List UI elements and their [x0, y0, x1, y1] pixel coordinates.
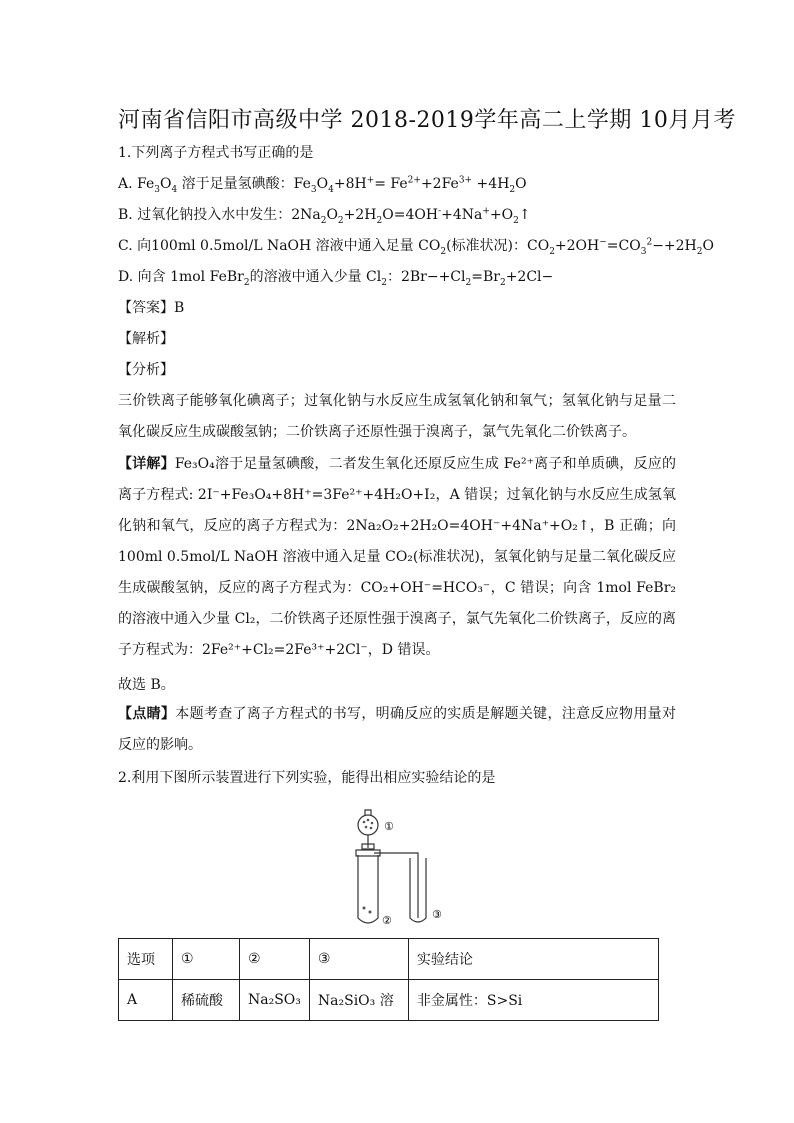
separatory-funnel-bulb: [358, 815, 378, 835]
label-3: ③: [432, 908, 442, 921]
connecting-tube: [374, 853, 418, 918]
table-row: [119, 980, 659, 1021]
dianjing-paragraph: 【点睛】本题考查了离子方程式的书写，明确反应的实质是解题关键，注意反应物用量对反应的影响。: [118, 706, 677, 753]
question-2-stem: 2.利用下图所示装置进行下列实验，能得出相应实验结论的是: [118, 770, 496, 786]
table-cell: 稀硫酸: [173, 980, 240, 1021]
option-a: A. $Fe_3O_4$ 溶于足量氢碘酸：$Fe_3O_4+8H^+= Fe^{2+}+2Fe^{3+} +4H_2O$: [118, 175, 527, 195]
table-header: ②: [240, 939, 310, 980]
answer-value: B: [174, 300, 185, 316]
experiment-table: [118, 938, 659, 1021]
table-cell: Na₂SO₃: [240, 980, 310, 1021]
apparatus-figure: [348, 800, 448, 930]
fenxi-heading: 【分析】: [118, 362, 174, 378]
table-cell: Na₂SiO₃ 溶: [309, 980, 408, 1021]
option-c: C. 向100ml 0.5mol/L NaOH 溶液中通入足量 $CO_2$(标准状况)：$CO_2+2OH^-=CO_3^2-+2H_2O$: [118, 237, 714, 257]
table-cell: 非金属性：S>Si: [408, 980, 658, 1021]
page-title: 河南省信阳市高级中学 2018-2019学年高二上学期 10月月考: [118, 108, 736, 133]
label-2: ②: [382, 914, 392, 927]
table-header: 选项: [119, 939, 173, 980]
analysis-heading: 【解析】: [118, 331, 174, 347]
label-1: ①: [384, 820, 394, 833]
xiangjie-paragraph: 【详解】Fe₃O₄溶于足量氢碘酸，二者发生氧化还原反应生成 Fe²⁺离子和单质碘，反应的离子方程式: 2I⁻+Fe₃O₄+8H⁺=3Fe²⁺+4H₂O+I₂，A 错误；过氧化钠与水反应生成氢氧化钠和氧气，反应的离子方程式为：2Na₂O₂+2H₂O=4OH⁻+4Na⁺+O₂↑，B 正确；向 100ml 0.5mol/L NaOH 溶液中通入足量 CO₂(标准状况)，氢氧化钠与足量二氧化碳反应生成碳酸氢钠，反应的离子方程式为：CO₂+OH⁻=HCO₃⁻，C 错误；向含 1mol FeBr₂的溶液中通入少量 Cl₂，二价铁离子还原性强于溴离子，氯气先氧化二价铁离子，反应的离子方程式为：2Fe²⁺+Cl₂=2Fe³⁺+2Cl⁻，D 错误。: [118, 456, 677, 658]
dianjing-label: 【点睛】: [118, 706, 176, 722]
conclusion: 故选 B。: [118, 677, 175, 693]
table-header: ③: [309, 939, 408, 980]
xiangjie-label: 【详解】: [118, 456, 175, 472]
test-tube-1: [358, 855, 378, 923]
question-1-stem: 1.下列离子方程式书写正确的是: [118, 145, 314, 161]
fenxi-paragraph: 三价铁离子能够氧化碘离子；过氧化钠与水反应生成氢氧化钠和氧气；氢氧化钠与足量二氧化碳反应生成碳酸氢钠；二价铁离子还原性强于溴离子，氯气先氧化二价铁离子。: [118, 393, 676, 440]
table-header: 实验结论: [408, 939, 658, 980]
option-b: B. 过氧化钠投入水中发生：$2Na_2O_2+2H_2O=4OH^-+4Na^++O_2↑$: [118, 206, 531, 226]
table-header: ①: [173, 939, 240, 980]
table-header-row: [119, 939, 659, 980]
table-cell: A: [119, 980, 173, 1021]
funnel-stopper: [365, 810, 371, 815]
option-d: D. 向含 1mol FeBr$_2$的溶液中通入少量 $Cl_2$：$2Br-+Cl_2=Br_2+2Cl-$: [118, 269, 554, 288]
answer-line: 【答案】B: [118, 300, 185, 316]
